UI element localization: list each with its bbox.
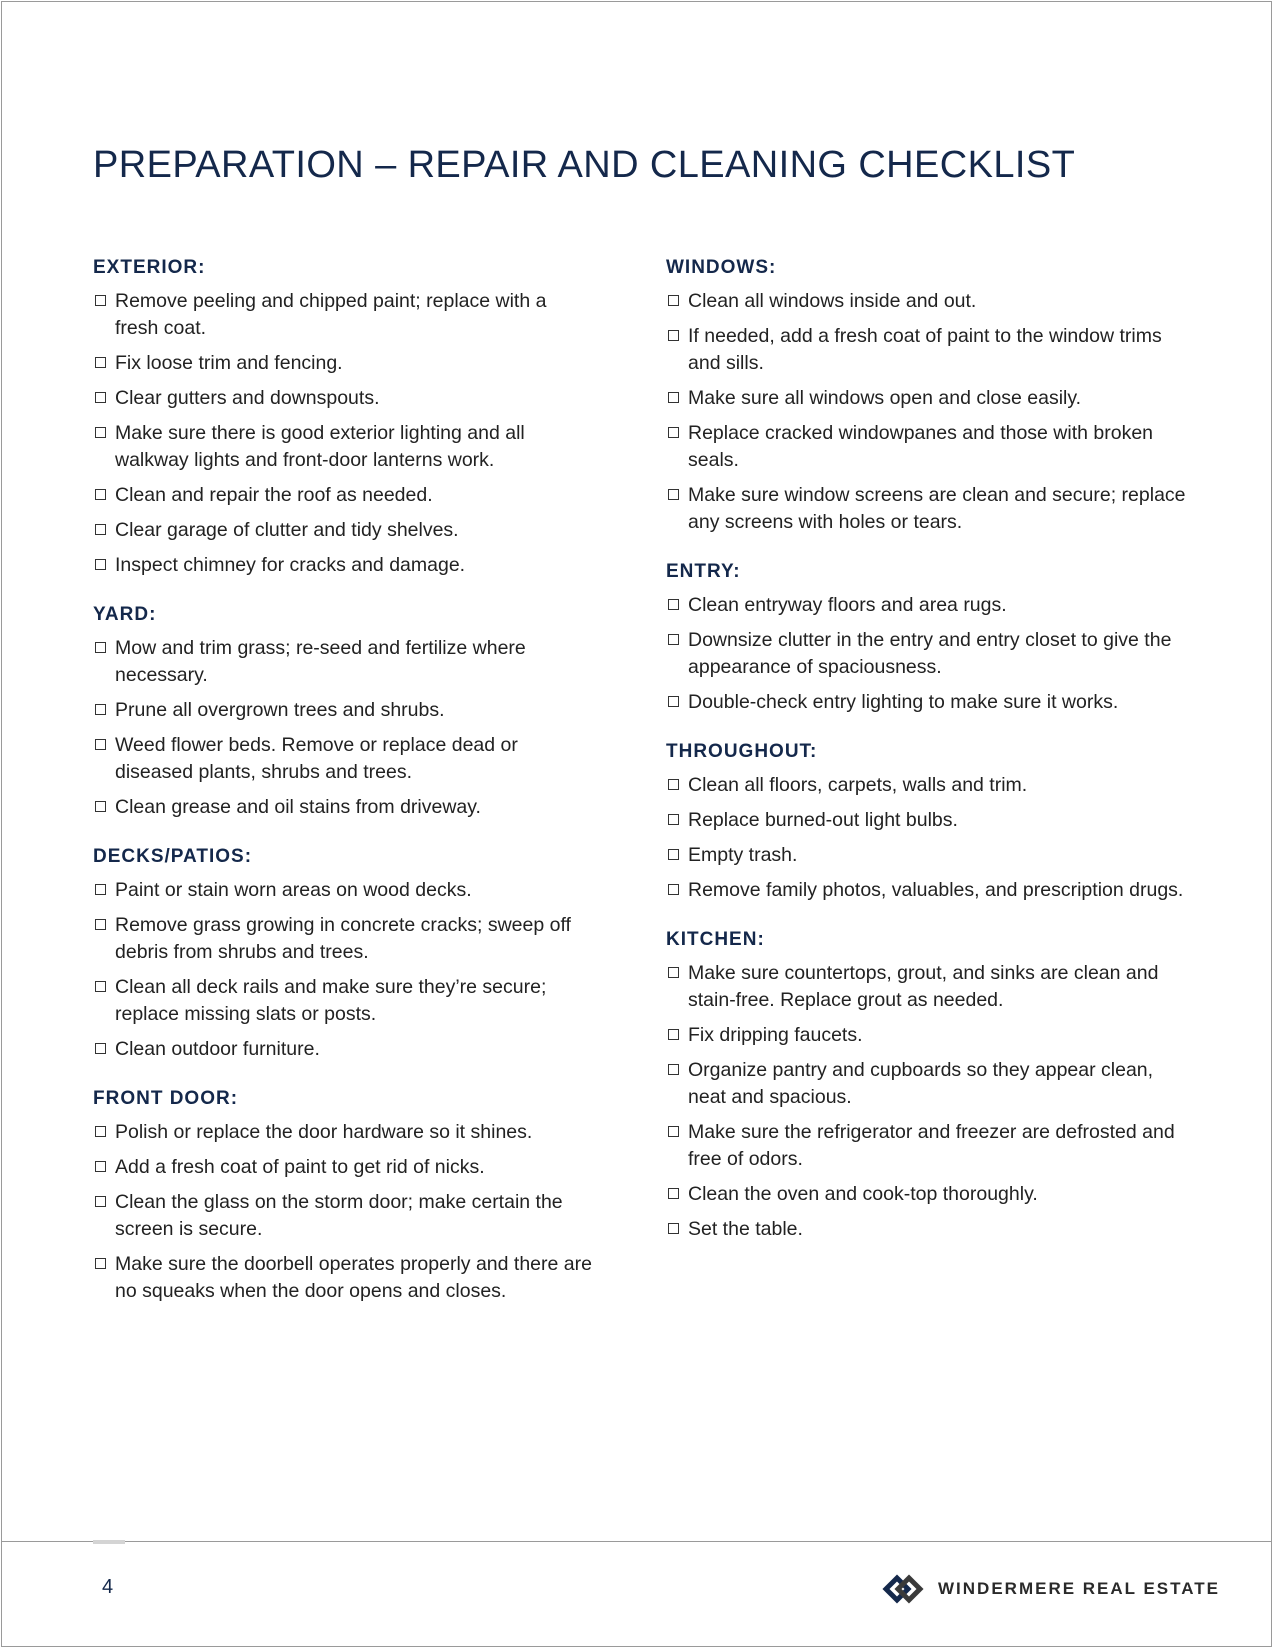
checklist-item-text: Clean the oven and cook-top thoroughly. <box>688 1183 1038 1205</box>
checklist-item <box>666 1057 1196 1111</box>
checklist-item-text: Replace cracked windowpanes and those with broken seals. <box>688 422 1154 471</box>
checkbox[interactable] <box>95 295 106 306</box>
checklist-item-text: Fix dripping faucets. <box>688 1024 863 1046</box>
checkbox[interactable] <box>668 599 679 610</box>
checklist-item-text: Empty trash. <box>688 844 798 866</box>
checklist-item-text: Add a fresh coat of paint to get rid of nicks. <box>115 1156 485 1178</box>
checkbox[interactable] <box>668 1188 679 1199</box>
section-windows <box>666 256 1196 536</box>
checklist-item <box>666 1216 1196 1243</box>
checklist-item-text: Mow and trim grass; re-seed and fertilize where necessary. <box>115 637 526 686</box>
checkbox[interactable] <box>95 489 106 500</box>
checklist-item-text: Clean the glass on the storm door; make certain the screen is secure. <box>115 1191 563 1240</box>
checkbox[interactable] <box>668 814 679 825</box>
checkbox[interactable] <box>668 696 679 707</box>
section-heading: DECKS/PATIOS: <box>93 846 253 867</box>
section-yard <box>93 603 593 821</box>
checkbox[interactable] <box>95 739 106 750</box>
section-heading: THROUGHOUT: <box>666 741 818 762</box>
checklist-item <box>666 960 1196 1014</box>
checklist-item <box>93 482 593 509</box>
checkbox[interactable] <box>95 524 106 535</box>
checklist-item <box>93 552 593 579</box>
checkbox[interactable] <box>95 919 106 930</box>
section-heading: YARD: <box>93 604 157 625</box>
checklist-item <box>93 1154 593 1181</box>
checklist-item-text: Paint or stain worn areas on wood decks. <box>115 879 472 901</box>
checkbox[interactable] <box>668 392 679 403</box>
checklist-item-text: Clean entryway floors and area rugs. <box>688 594 1007 616</box>
checklist-item-text: Make sure the doorbell operates properly and there are no squeaks when the door opens and closes. <box>115 1253 592 1302</box>
checkbox[interactable] <box>668 1223 679 1234</box>
checklist-item-text: If needed, add a fresh coat of paint to the window trims and sills. <box>688 325 1162 374</box>
checkbox[interactable] <box>668 634 679 645</box>
checklist-item-text: Clean and repair the roof as needed. <box>115 484 433 506</box>
checkbox[interactable] <box>95 559 106 570</box>
checkbox[interactable] <box>668 295 679 306</box>
section-kitchen <box>666 928 1196 1243</box>
page-title: PREPARATION – REPAIR AND CLEANING CHECKLIST <box>93 144 1076 186</box>
checklist-item-text: Make sure the refrigerator and freezer are defrosted and free of odors. <box>688 1121 1175 1170</box>
checklist-item <box>666 1119 1196 1173</box>
checklist-item <box>93 635 593 689</box>
section-entry <box>666 560 1196 716</box>
checklist-item <box>93 877 593 904</box>
checklist-item-text: Double-check entry lighting to make sure it works. <box>688 691 1119 713</box>
checklist-item-text: Clean all floors, carpets, walls and trim. <box>688 774 1028 796</box>
checkbox[interactable] <box>95 357 106 368</box>
checklist-item <box>666 807 1196 834</box>
checklist-item-text: Remove grass growing in concrete cracks; sweep off debris from shrubs and trees. <box>115 914 571 963</box>
checklist-item-text: Organize pantry and cupboards so they appear clean, neat and spacious. <box>688 1059 1154 1108</box>
checkbox[interactable] <box>95 1043 106 1054</box>
checkbox[interactable] <box>95 392 106 403</box>
checklist-item-text: Clean grease and oil stains from driveway. <box>115 796 481 818</box>
section-decks-patios <box>93 845 593 1063</box>
checklist-item-text: Clean outdoor furniture. <box>115 1038 320 1060</box>
checklist <box>666 772 1196 904</box>
checkbox[interactable] <box>95 1258 106 1269</box>
checkbox[interactable] <box>668 1126 679 1137</box>
footer-tab-marker <box>93 1540 125 1544</box>
brand-footer <box>880 1572 1220 1606</box>
checklist-item-text: Prune all overgrown trees and shrubs. <box>115 699 445 721</box>
checklist-item <box>666 627 1196 681</box>
checklist-item <box>93 420 593 474</box>
checklist <box>666 592 1196 716</box>
section-throughout <box>666 740 1196 904</box>
checklist <box>93 1119 593 1305</box>
checklist-item-text: Clear garage of clutter and tidy shelves. <box>115 519 459 541</box>
checklist-item-text: Remove peeling and chipped paint; replace with a fresh coat. <box>115 290 547 339</box>
checklist-item-text: Make sure there is good exterior lighting and all walkway lights and front-door lanterns work. <box>115 422 525 471</box>
section-heading: EXTERIOR: <box>93 257 206 278</box>
windermere-logo-icon <box>880 1572 926 1606</box>
checklist <box>93 877 593 1063</box>
checklist-item <box>93 732 593 786</box>
checklist-item-text: Fix loose trim and fencing. <box>115 352 343 374</box>
checklist-item-text: Clear gutters and downspouts. <box>115 387 380 409</box>
section-heading: FRONT DOOR: <box>93 1088 239 1109</box>
checklist-item-text: Make sure window screens are clean and secure; replace any screens with holes or tears. <box>688 484 1186 533</box>
checkbox[interactable] <box>95 1126 106 1137</box>
checklist-item <box>666 288 1196 315</box>
section-heading: WINDOWS: <box>666 257 777 278</box>
checkbox[interactable] <box>95 1196 106 1207</box>
section-exterior <box>93 256 593 579</box>
checklist-item <box>93 1119 593 1146</box>
checklist-item-text: Replace burned-out light bulbs. <box>688 809 958 831</box>
checkbox[interactable] <box>95 1161 106 1172</box>
checklist-item <box>666 323 1196 377</box>
checkbox[interactable] <box>95 981 106 992</box>
checklist-item-text: Make sure all windows open and close easily. <box>688 387 1082 409</box>
checklist-item <box>666 842 1196 869</box>
checklist-item-text: Downsize clutter in the entry and entry closet to give the appearance of spaciousness. <box>688 629 1172 678</box>
checkbox[interactable] <box>668 330 679 341</box>
checklist <box>666 288 1196 536</box>
checklist-item <box>93 1189 593 1243</box>
checkbox[interactable] <box>668 849 679 860</box>
checklist-item <box>666 385 1196 412</box>
checklist <box>93 288 593 579</box>
checklist-item <box>93 697 593 724</box>
checkbox[interactable] <box>668 779 679 790</box>
checkbox[interactable] <box>668 884 679 895</box>
checkbox[interactable] <box>668 1029 679 1040</box>
checklist-item-text: Clean all windows inside and out. <box>688 290 977 312</box>
checklist-item <box>93 912 593 966</box>
checklist-item <box>666 482 1196 536</box>
checklist-item <box>666 877 1196 904</box>
checklist-item <box>93 350 593 377</box>
checklist-item-text: Clean all deck rails and make sure they’re secure; replace missing slats or posts. <box>115 976 547 1025</box>
checklist <box>666 960 1196 1243</box>
checklist-item <box>93 517 593 544</box>
checkbox[interactable] <box>668 967 679 978</box>
section-heading: KITCHEN: <box>666 929 765 950</box>
checkbox[interactable] <box>668 1064 679 1075</box>
checklist-item-text: Remove family photos, valuables, and prescription drugs. <box>688 879 1184 901</box>
checklist-item-text: Polish or replace the door hardware so it shines. <box>115 1121 533 1143</box>
checklist <box>93 635 593 821</box>
checklist-item-text: Weed flower beds. Remove or replace dead or diseased plants, shrubs and trees. <box>115 734 518 783</box>
checklist-item <box>666 689 1196 716</box>
checklist-item-text: Make sure countertops, grout, and sinks are clean and stain-free. Replace grout as needed. <box>688 962 1159 1011</box>
checkbox[interactable] <box>95 427 106 438</box>
checklist-item <box>93 974 593 1028</box>
brand-name: WINDERMERE REAL ESTATE <box>938 1579 1221 1598</box>
checklist-item <box>666 772 1196 799</box>
checklist-item <box>93 1251 593 1305</box>
section-front-door <box>93 1087 593 1305</box>
checklist-item-text: Inspect chimney for cracks and damage. <box>115 554 466 576</box>
checklist-item <box>666 420 1196 474</box>
checklist-item <box>93 794 593 821</box>
right-column <box>666 256 1196 1267</box>
checklist-item <box>666 1022 1196 1049</box>
checklist-item <box>93 1036 593 1063</box>
checkbox[interactable] <box>668 489 679 500</box>
left-column <box>93 256 593 1329</box>
checkbox[interactable] <box>95 704 106 715</box>
checklist-item <box>93 288 593 342</box>
checkbox[interactable] <box>95 642 106 653</box>
checkbox[interactable] <box>95 801 106 812</box>
checklist-item <box>666 1181 1196 1208</box>
checklist-item <box>93 385 593 412</box>
checkbox[interactable] <box>95 884 106 895</box>
section-heading: ENTRY: <box>666 561 741 582</box>
checklist-item <box>666 592 1196 619</box>
page-number: 4 <box>102 1576 114 1598</box>
checklist-item-text: Set the table. <box>688 1218 803 1240</box>
footer-divider <box>2 1541 1272 1542</box>
checkbox[interactable] <box>668 427 679 438</box>
